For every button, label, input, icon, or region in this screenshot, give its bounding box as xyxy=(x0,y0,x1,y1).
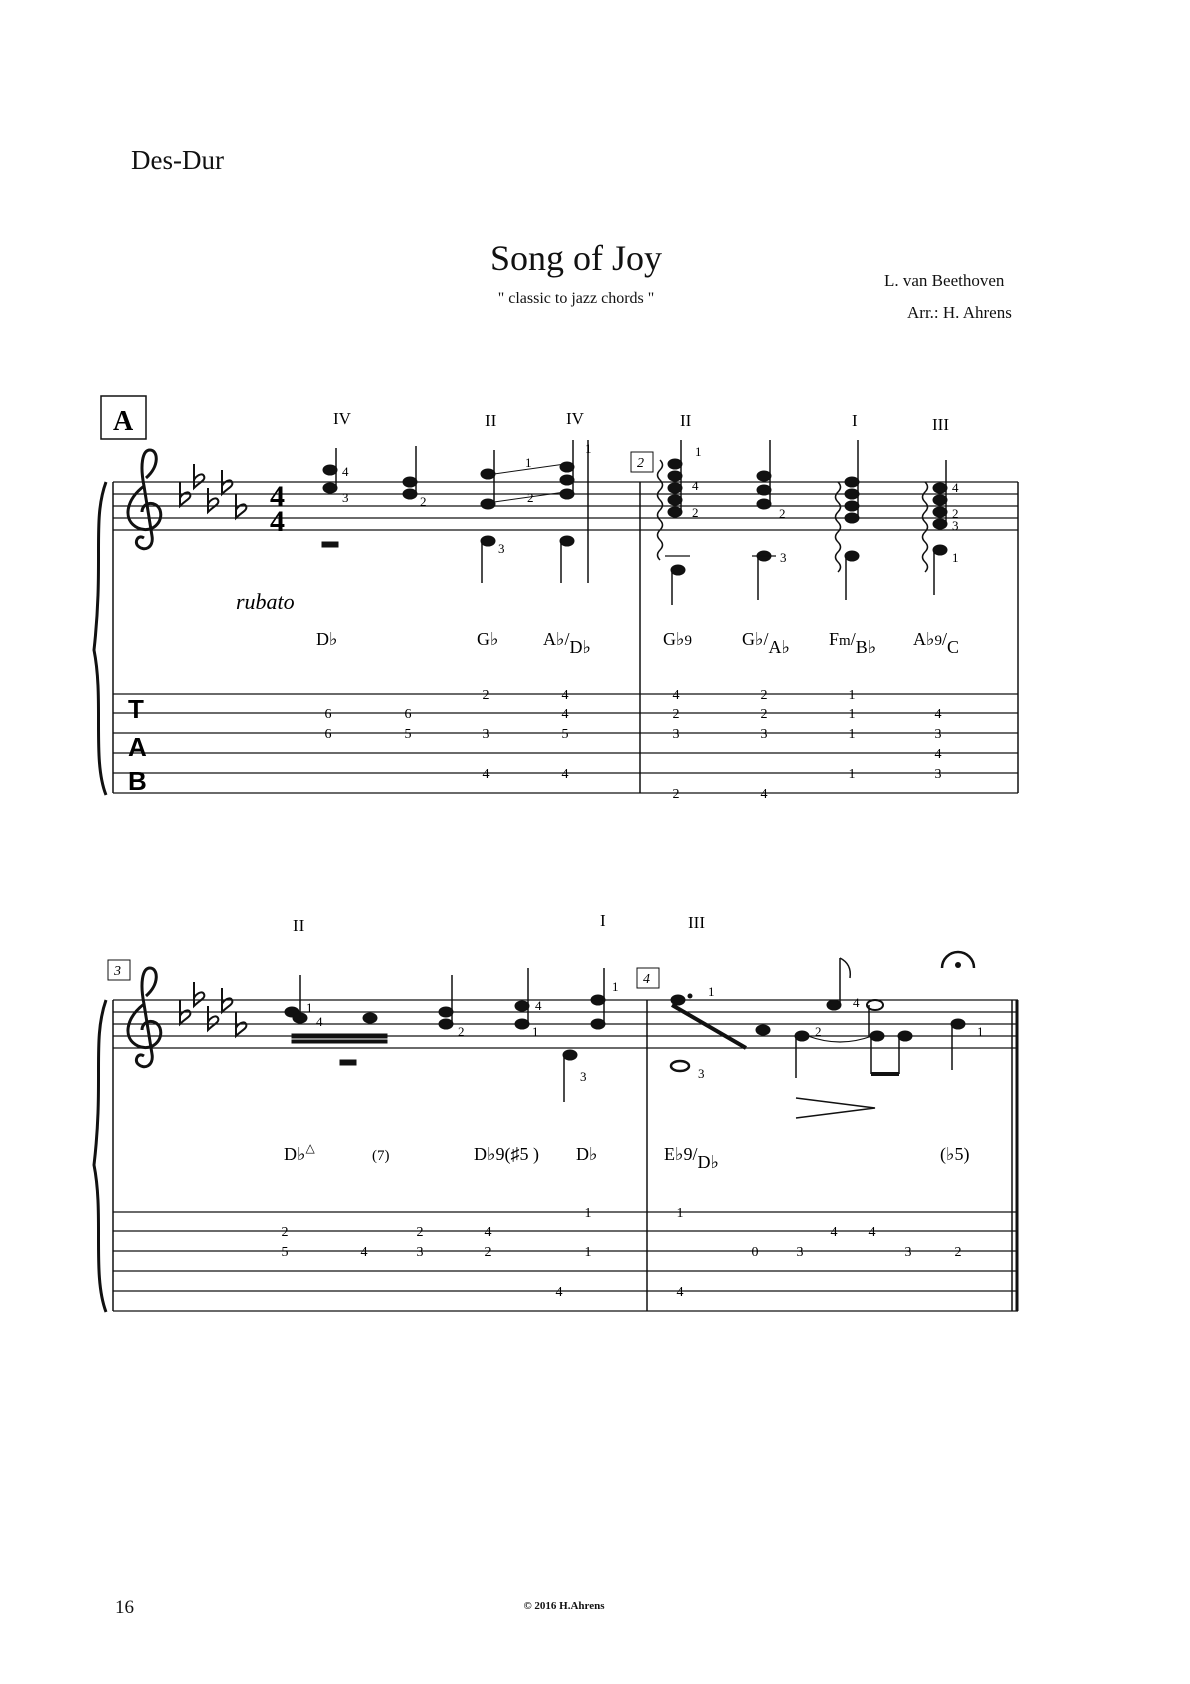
svg-text:3: 3 xyxy=(672,727,680,742)
svg-text:5: 5 xyxy=(561,727,569,742)
position-marker: II xyxy=(485,411,497,430)
svg-text:2: 2 xyxy=(815,1024,822,1039)
measure-number: 2 xyxy=(637,456,644,471)
svg-text:4: 4 xyxy=(868,1225,876,1240)
svg-text:A♭/D♭: A♭/D♭ xyxy=(543,629,592,657)
composer: L. van Beethoven xyxy=(884,271,1005,290)
svg-text:4: 4 xyxy=(952,480,959,495)
chord-symbols-2 xyxy=(284,1141,969,1172)
position-marker: IV xyxy=(333,409,351,428)
position-marker: I xyxy=(600,911,606,930)
svg-text:1: 1 xyxy=(584,1206,592,1221)
svg-text:6: 6 xyxy=(324,707,332,722)
svg-text:4: 4 xyxy=(360,1245,368,1260)
svg-text:2: 2 xyxy=(692,505,699,520)
svg-text:1: 1 xyxy=(612,979,619,994)
svg-text:4: 4 xyxy=(676,1285,684,1300)
svg-text:4: 4 xyxy=(692,478,699,493)
svg-text:4: 4 xyxy=(555,1285,563,1300)
svg-text:D♭: D♭ xyxy=(576,1144,598,1164)
svg-text:1: 1 xyxy=(676,1206,684,1221)
fingerings-1 xyxy=(342,441,959,565)
measure-number: 3 xyxy=(114,964,121,979)
svg-text:G♭/A♭: G♭/A♭ xyxy=(742,629,791,657)
time-signature-bottom: 4 xyxy=(270,505,285,538)
svg-text:3: 3 xyxy=(760,727,768,742)
arranger: Arr.: H. Ahrens xyxy=(907,303,1012,322)
svg-text:4: 4 xyxy=(830,1225,838,1240)
svg-text:2: 2 xyxy=(527,490,534,505)
position-marker: II xyxy=(293,916,305,935)
svg-text:4: 4 xyxy=(934,747,942,762)
svg-text:2: 2 xyxy=(458,1024,465,1039)
notes-measure-3 xyxy=(285,968,605,1102)
svg-text:G♭: G♭ xyxy=(477,629,499,649)
position-marker: III xyxy=(688,913,705,932)
svg-text:1: 1 xyxy=(584,1245,592,1260)
svg-text:1: 1 xyxy=(695,444,702,459)
svg-text:1: 1 xyxy=(848,767,856,782)
svg-text:2: 2 xyxy=(281,1225,289,1240)
notes-measure-2 xyxy=(658,440,948,605)
svg-text:3: 3 xyxy=(498,541,505,556)
tempo-marking: rubato xyxy=(236,589,295,614)
copyright: © 2016 H.Ahrens xyxy=(523,1600,605,1612)
svg-text:3: 3 xyxy=(416,1245,424,1260)
svg-text:4: 4 xyxy=(672,688,680,703)
chord-symbols-1 xyxy=(316,629,959,657)
svg-text:1: 1 xyxy=(525,455,532,470)
svg-text:2: 2 xyxy=(760,707,768,722)
page-subtitle: " classic to jazz chords " xyxy=(497,290,655,307)
svg-text:3: 3 xyxy=(934,767,942,782)
svg-text:1: 1 xyxy=(848,688,856,703)
svg-text:5: 5 xyxy=(281,1245,289,1260)
key-label: Des-Dur xyxy=(131,145,224,175)
svg-text:2: 2 xyxy=(484,1245,492,1260)
svg-text:4: 4 xyxy=(342,464,349,479)
tab-staff-2 xyxy=(113,1212,1018,1311)
svg-text:Fm/B♭: Fm/B♭ xyxy=(829,629,877,657)
svg-text:6: 6 xyxy=(404,707,412,722)
position-marker: IV xyxy=(566,409,584,428)
tab-numbers-2 xyxy=(282,1206,962,1300)
svg-text:E♭9/D♭: E♭9/D♭ xyxy=(664,1144,719,1172)
svg-text:3: 3 xyxy=(952,518,959,533)
system-2 xyxy=(94,911,1018,1312)
flat-icon xyxy=(194,982,204,1006)
svg-text:2: 2 xyxy=(482,688,490,703)
svg-text:(♭5): (♭5) xyxy=(940,1144,970,1164)
page-number: 16 xyxy=(115,1597,134,1618)
fingerings-2 xyxy=(306,979,984,1084)
page-title: Song of Joy xyxy=(489,238,663,278)
svg-text:G♭9: G♭9 xyxy=(663,629,692,649)
position-marker: III xyxy=(932,415,949,434)
brace xyxy=(94,1000,106,1312)
time-signature-top: 4 xyxy=(270,480,285,513)
svg-text:2: 2 xyxy=(760,688,768,703)
svg-text:4: 4 xyxy=(760,787,768,802)
svg-text:2: 2 xyxy=(779,506,786,521)
svg-text:6: 6 xyxy=(324,727,332,742)
flat-icon xyxy=(208,488,218,512)
svg-text:2: 2 xyxy=(672,707,680,722)
tab-clef-a: A xyxy=(128,732,147,762)
svg-text:4: 4 xyxy=(535,998,542,1013)
svg-text:3: 3 xyxy=(934,727,942,742)
tab-clef-b: B xyxy=(128,766,147,796)
svg-text:4: 4 xyxy=(561,767,569,782)
svg-text:5: 5 xyxy=(404,727,412,742)
svg-text:4: 4 xyxy=(316,1014,323,1029)
svg-text:1: 1 xyxy=(306,1000,313,1015)
svg-text:4: 4 xyxy=(561,688,569,703)
svg-text:3: 3 xyxy=(342,490,349,505)
svg-text:3: 3 xyxy=(796,1245,804,1260)
treble-clef-icon xyxy=(128,450,161,549)
svg-text:0: 0 xyxy=(751,1245,759,1260)
svg-text:2: 2 xyxy=(952,506,959,521)
tab-clef-t: T xyxy=(128,694,144,724)
svg-text:1: 1 xyxy=(848,727,856,742)
position-marker: I xyxy=(852,411,858,430)
svg-text:4: 4 xyxy=(482,767,490,782)
flat-icon xyxy=(194,464,204,488)
svg-text:3: 3 xyxy=(698,1066,705,1081)
svg-text:1: 1 xyxy=(977,1024,984,1039)
svg-text:3: 3 xyxy=(780,550,787,565)
svg-text:1: 1 xyxy=(952,550,959,565)
svg-text:D♭△: D♭△ xyxy=(284,1141,315,1164)
svg-text:4: 4 xyxy=(561,707,569,722)
section-label: A xyxy=(113,406,134,437)
measure-number: 4 xyxy=(643,972,650,987)
tab-numbers-1 xyxy=(325,688,942,802)
svg-text:3: 3 xyxy=(904,1245,912,1260)
svg-text:D♭: D♭ xyxy=(316,629,338,649)
svg-text:(7): (7) xyxy=(372,1148,390,1164)
treble-clef-icon xyxy=(128,968,161,1067)
svg-text:2: 2 xyxy=(954,1245,962,1260)
svg-text:2: 2 xyxy=(420,494,427,509)
svg-text:1: 1 xyxy=(708,984,715,999)
svg-text:A♭9/C: A♭9/C xyxy=(913,629,960,657)
flat-icon xyxy=(208,1006,218,1030)
svg-text:D♭9(♯5 ): D♭9(♯5 ) xyxy=(474,1144,539,1164)
svg-text:4: 4 xyxy=(934,707,942,722)
svg-text:1: 1 xyxy=(585,441,592,456)
svg-text:1: 1 xyxy=(532,1024,539,1039)
position-marker: II xyxy=(680,411,692,430)
svg-text:3: 3 xyxy=(482,727,490,742)
brace xyxy=(94,482,106,795)
svg-text:1: 1 xyxy=(848,707,856,722)
svg-text:3: 3 xyxy=(580,1069,587,1084)
svg-text:4: 4 xyxy=(484,1225,492,1240)
svg-text:2: 2 xyxy=(416,1225,424,1240)
barlines-2 xyxy=(113,1000,1012,1311)
svg-text:4: 4 xyxy=(853,995,860,1010)
notes-measure-1 xyxy=(322,440,588,583)
system-1 xyxy=(94,396,1018,802)
svg-text:2: 2 xyxy=(672,787,680,802)
